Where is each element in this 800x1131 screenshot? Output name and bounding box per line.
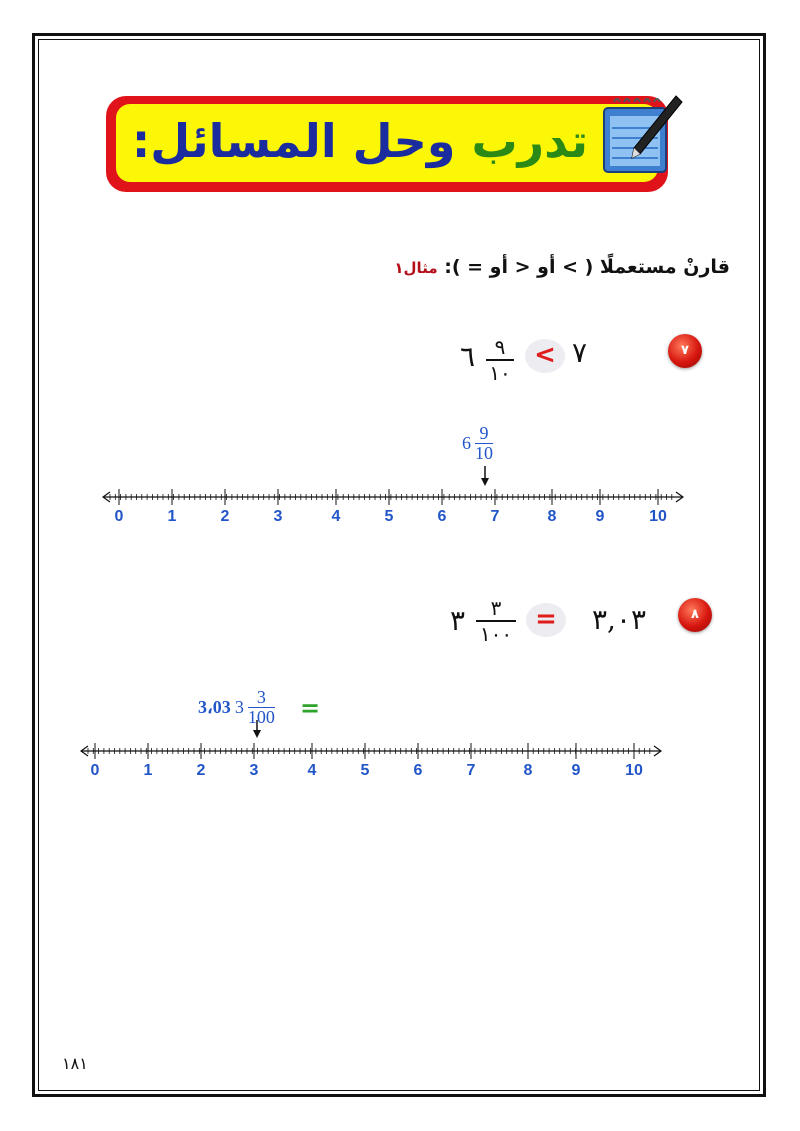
marker-denominator: 100 — [247, 707, 275, 727]
tick-label: 4 — [307, 762, 317, 779]
tick-label: 10 — [625, 762, 643, 779]
tick-label: 0 — [90, 762, 100, 779]
problem-8-whole: ٣ — [450, 604, 466, 637]
tick-label: 3 — [273, 508, 283, 525]
marker-whole: 3 — [234, 697, 244, 717]
tick-label: 8 — [547, 508, 557, 525]
problem-8-fraction — [476, 597, 516, 645]
marker-numerator: 9 — [479, 423, 489, 443]
problem-8-denominator: ١٠٠ — [479, 622, 513, 646]
problem-7-numerator: ٩ — [494, 335, 506, 359]
tick-label: 6 — [413, 762, 423, 779]
number-line-2-equals: = — [300, 694, 321, 722]
tick-label: 0 — [114, 508, 124, 525]
tick-label: 1 — [143, 762, 153, 779]
tick-label: 5 — [384, 508, 394, 525]
marker-numerator: 3 — [256, 687, 266, 707]
instruction-main: قارنْ مستعملًا ( > أو < أو = ): — [437, 256, 730, 278]
tick-label: 2 — [196, 762, 206, 779]
tick-label: 4 — [331, 508, 341, 525]
tick-label: 8 — [523, 762, 533, 779]
problem-7-whole: ٦ — [460, 340, 476, 373]
problem-7-left-number: ٧ — [572, 336, 588, 369]
problem-8-badge: ٨ — [678, 598, 712, 632]
problem-7-badge: ٧ — [668, 334, 702, 368]
tick-label: 10 — [649, 508, 667, 525]
problem-8-left-number: ٣,٠٣ — [592, 603, 647, 636]
problem-8-symbol: = — [526, 603, 566, 637]
tick-label: 5 — [360, 762, 370, 779]
problem-8-numerator: ٣ — [490, 596, 502, 620]
tick-label: 9 — [571, 762, 581, 779]
tick-label: 9 — [595, 508, 605, 525]
instruction-example-ref: مثال١ — [394, 259, 438, 277]
number-line-1 — [100, 486, 690, 508]
problem-7-denominator: ١٠ — [489, 361, 511, 385]
tick-label: 6 — [437, 508, 447, 525]
tick-label: 7 — [466, 762, 476, 779]
title-word-practice: تدرب — [471, 114, 588, 168]
marker-denominator: 10 — [475, 443, 493, 463]
number-line-2-marker — [198, 688, 275, 727]
tick-label: 3 — [249, 762, 259, 779]
tick-label: 7 — [490, 508, 500, 525]
title-word-solve: وحل المسائل: — [131, 114, 456, 168]
marker-whole: 6 — [462, 433, 471, 453]
problem-7-symbol: < — [525, 339, 565, 373]
marker-decimal: 3،03 — [198, 697, 231, 717]
tick-label: 1 — [167, 508, 177, 525]
tick-label: 2 — [220, 508, 230, 525]
number-line-2 — [78, 740, 668, 762]
page-number: ١٨١ — [62, 1054, 88, 1073]
